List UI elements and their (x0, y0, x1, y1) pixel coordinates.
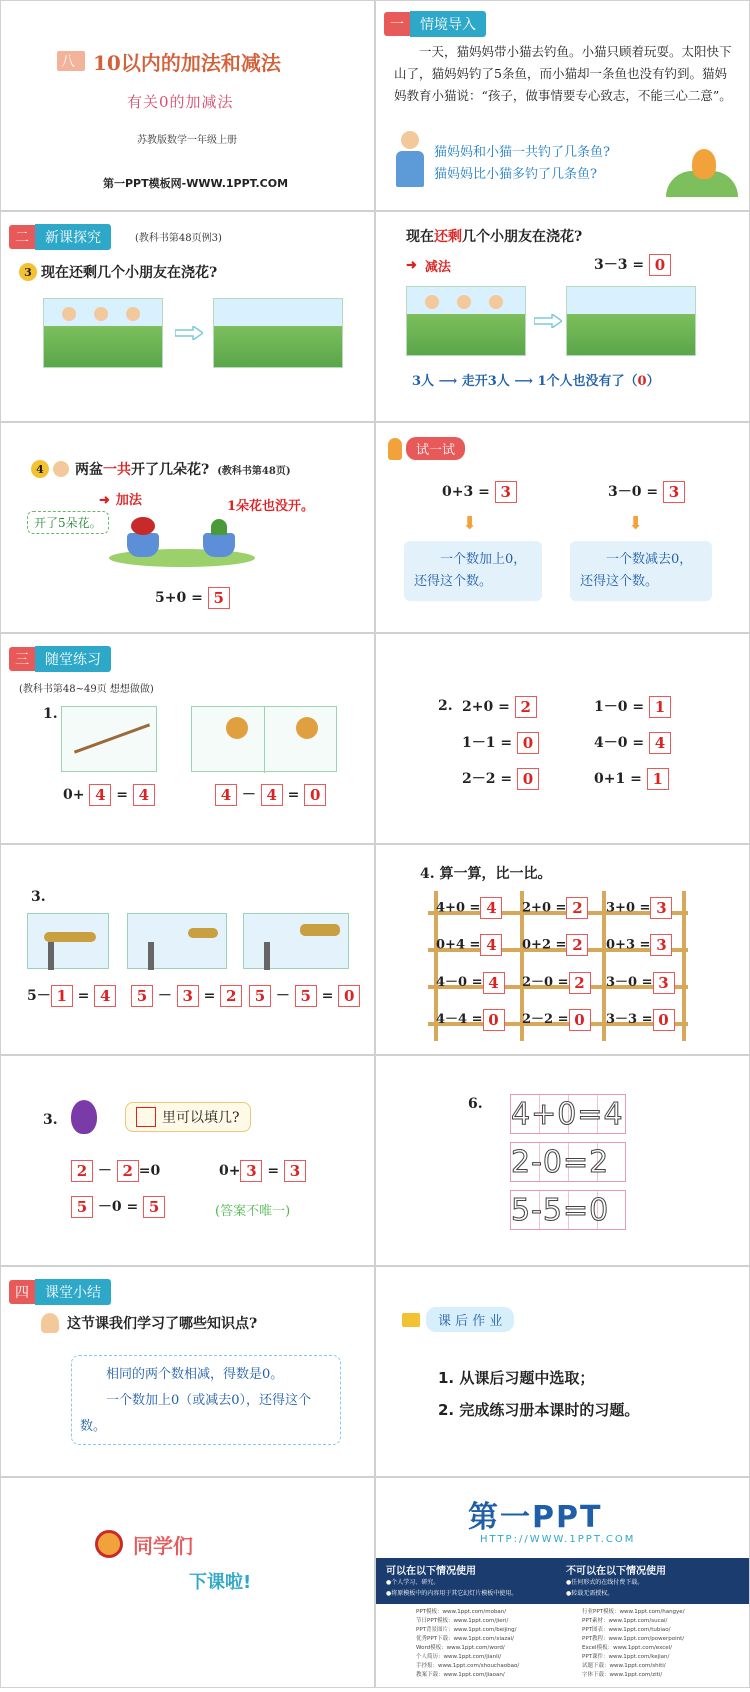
question-1: 猫妈妈和小猫一共钓了几条鱼? (434, 145, 610, 160)
section-label: 随堂练习 (35, 646, 111, 672)
link-item[interactable]: 字体下载：www.1ppt.com/ziti/ (582, 1672, 663, 1678)
deck-subtitle: 有关0的加减法 (127, 93, 234, 111)
grid-cell: 2－0 = 2 (522, 971, 591, 994)
summary-question: 这节课我们学习了哪些知识点? (41, 1313, 257, 1333)
cannot-use-item: ●转载无需授权。 (566, 1590, 614, 1597)
try-it-title: 试一试 (388, 437, 465, 460)
grid-cell: 4+0 = 4 (436, 897, 502, 919)
answer-box: 4 (483, 972, 505, 994)
question-suffix: 几个小朋友在浇花? (462, 229, 583, 245)
boy-icon (388, 438, 402, 460)
equation-b: 4 － 4 = 0 (215, 784, 326, 806)
answer-box: 4 (480, 934, 502, 956)
deck-footer: 第一PPT模板网-WWW.1PPT.COM (103, 177, 289, 190)
link-item[interactable]: 节日PPT模板：www.1ppt.com/jieri/ (416, 1618, 509, 1624)
question-number: 4 (31, 460, 49, 478)
links-right (582, 1608, 685, 1680)
slide-example-3 (0, 211, 375, 422)
cat-illustration (666, 141, 738, 197)
answer-box: 4 (133, 784, 155, 806)
answer-box: 5 (131, 985, 153, 1007)
answer-box: 3 (663, 481, 685, 503)
slide-homework (375, 1266, 750, 1477)
equation-r2-right: 4－0 = 4 (594, 732, 671, 754)
grid-cell: 0+2 = 2 (522, 934, 588, 956)
textbook-ref: (教科书第48页例3) (135, 233, 222, 244)
exercise-number: 6. (468, 1096, 483, 1112)
answer-box: 3 (650, 934, 672, 956)
answer-box: 0 (483, 1009, 505, 1031)
section-tag (9, 1279, 111, 1305)
equation: 3－3 = 0 (594, 254, 671, 276)
answer-box: 0 (517, 732, 539, 754)
rule-note-add: 一个数加上0，还得这个数。 (404, 541, 542, 601)
equation-r1-left: 2+0 = 2 (462, 696, 537, 718)
title-number-icon: 八 (61, 54, 75, 70)
link-item[interactable]: 手抄报：www.1ppt.com/shouchaobao/ (416, 1663, 520, 1669)
textbook-ref: (教科书第48页) (217, 465, 291, 477)
answer-box: 2 (515, 696, 537, 718)
slide-practice-2 (375, 633, 750, 844)
link-item[interactable]: PPT教程：www.1ppt.com/powerpoint/ (582, 1636, 685, 1642)
equation-2: 3－0 = 3 (608, 481, 685, 503)
summary-box: 相同的两个数相减，得数是0。 一个数加上0（或减去0），还得这个数。 (71, 1355, 341, 1445)
equation-1: 2 － 2 =0 (71, 1160, 160, 1182)
question-prefix: 现在 (406, 229, 434, 245)
greeting-line-1: 同学们 (133, 1534, 193, 1558)
grid-cell: 3－3 = 0 (606, 1008, 675, 1031)
link-item[interactable]: 个人简历：www.1ppt.com/jianli/ (416, 1654, 502, 1660)
answer-box: 1 (51, 985, 73, 1007)
section-label: 课堂小结 (35, 1279, 111, 1305)
answer-box: 5 (249, 985, 271, 1007)
answer-box: 3 (284, 1160, 306, 1182)
answer-box: 0 (569, 1009, 591, 1031)
slide-title (0, 0, 375, 211)
empty-garden-picture (566, 286, 696, 356)
story-text: 一天，猫妈妈带小猫去钓鱼。小猫只顾着玩耍。太阳快下山了，猫妈妈钓了5条鱼，而小猫却一条鱼也没有钓到。猫妈妈教育小猫说：“孩子，做事情要专心致志，不能三心二意”。 (394, 44, 732, 103)
question-number: 3 (19, 263, 37, 281)
can-use-item: ●将原模板中的内容用于其它幻灯片模板中使用。 (386, 1590, 518, 1597)
arrow-right-icon (175, 326, 203, 340)
grid-cell: 0+4 = 4 (436, 934, 502, 956)
exercise-title: 4. 算一算，比一比。 (420, 866, 552, 882)
red-arrow-icon: ➜ (406, 258, 417, 273)
textbook-ref: (教科书第48~49页 想想做做) (19, 684, 154, 695)
answer-box: 4 (89, 784, 111, 806)
answer-box: 2 (566, 934, 588, 956)
section-number: 一 (384, 12, 410, 36)
answer-box: 0 (517, 768, 539, 790)
brand-url: HTTP://WWW.1PPT.COM (480, 1534, 636, 1545)
answer-box: 0 (304, 784, 326, 806)
answer-box: 4 (261, 784, 283, 806)
exercise-number: 3. (43, 1112, 58, 1128)
question-text: 现在还剩几个小朋友在浇花? (41, 265, 218, 281)
section-tag (384, 11, 486, 37)
grid-cell: 3－0 = 3 (606, 971, 675, 994)
kids-watering-picture (43, 298, 163, 368)
answer-box: 4 (215, 784, 237, 806)
writing-row-2: 2-0=2 (510, 1142, 626, 1182)
slide-fill-blanks (0, 1055, 375, 1266)
equation-1: 5－ 1 = 4 (27, 985, 116, 1007)
equation: 5+0 = 5 (155, 587, 230, 609)
slide-compare-grid (375, 844, 750, 1055)
section-tag (9, 224, 111, 250)
link-item[interactable]: PPT图表：www.1ppt.com/tubiao/ (582, 1627, 671, 1633)
can-use-item: ●个人学习、研究。 (386, 1579, 440, 1586)
homework-item-2: 2. 完成练习册本课时的习题。 (438, 1401, 640, 1419)
monkey-peaches-picture (191, 706, 337, 772)
links-left (416, 1608, 519, 1680)
book-icon (402, 1313, 420, 1327)
equation-2: 5 － 3 = 2 (131, 985, 242, 1007)
can-use-title: 可以在以下情况使用 (386, 1566, 476, 1577)
answer-box: 3 (653, 972, 675, 994)
answer-box: 5 (295, 985, 317, 1007)
answer-box: 3 (177, 985, 199, 1007)
writing-row-1: 4+0=4 (510, 1094, 626, 1134)
slide-summary (0, 1266, 375, 1477)
link-item[interactable]: 教案下载：www.1ppt.com/jiaoan/ (416, 1672, 505, 1678)
answer-box: 1 (647, 768, 669, 790)
equation-r3-left: 2－2 = 0 (462, 768, 539, 790)
left-pot-label: 开了5朵花。 (27, 511, 109, 534)
operation-label: ➜ 加法 (99, 493, 142, 508)
alarm-clock-icon (95, 1530, 123, 1558)
answer-box: 2 (71, 1160, 93, 1182)
question-highlight: 还剩 (434, 229, 462, 245)
slide-handwriting (375, 1055, 750, 1266)
slide-practice-3-birds (0, 844, 375, 1055)
red-arrow-icon: ➜ (99, 493, 110, 508)
link-item[interactable]: PPT模板：www.1ppt.com/moban/ (416, 1609, 507, 1615)
grid-cell: 3+0 = 3 (606, 897, 672, 919)
grid-cell: 2－2 = 0 (522, 1008, 591, 1031)
answer-box: 0 (649, 254, 671, 276)
equation-3: 5 － 5 = 0 (249, 985, 360, 1007)
teacher-figure (394, 131, 426, 189)
section-tag (9, 646, 111, 672)
question-line (406, 226, 582, 246)
section-label: 新课探究 (35, 224, 111, 250)
slide-practice-1 (0, 633, 375, 844)
answer-box: 2 (566, 897, 588, 919)
answer-box: 0 (653, 1009, 675, 1031)
blank-square-icon (136, 1107, 156, 1127)
greeting-line-2: 下课啦! (189, 1572, 252, 1593)
birds-picture-2 (127, 913, 227, 969)
slide-add-zero (0, 422, 375, 633)
answer-box: 5 (143, 1196, 165, 1218)
branch-fruit-picture (61, 706, 157, 772)
grid-cell: 0+3 = 3 (606, 934, 672, 956)
answer-box: 2 (220, 985, 242, 1007)
operation-label: ➜ 减法 (406, 258, 451, 275)
section-label: 情境导入 (410, 11, 486, 37)
down-arrow-icon: ⬇ (628, 513, 644, 534)
homework-title: 课 后 作 业 (402, 1307, 514, 1332)
answer-box: 4 (480, 897, 502, 919)
license-bar (376, 1558, 750, 1604)
question-bubble: 里可以填几? (125, 1102, 251, 1132)
link-item[interactable]: Excel模板：www.1ppt.com/excel/ (582, 1645, 673, 1651)
grid-cell: 2+0 = 2 (522, 897, 588, 919)
flow-line: 3人 ⟶ 走开3人 ⟶ 1个人也没有了（0） (412, 374, 660, 389)
answer-box: 4 (649, 732, 671, 754)
slide-intro (375, 0, 750, 211)
answer-note: (答案不唯一) (215, 1204, 291, 1219)
deck-edition: 苏教版数学一年级上册 (137, 135, 237, 146)
slide-try-it (375, 422, 750, 633)
grid-cell: 4－0 = 4 (436, 971, 505, 994)
grid-cell: 4－4 = 0 (436, 1008, 505, 1031)
equation-r3-right: 0+1 = 1 (594, 768, 669, 790)
flower-pots-picture (109, 509, 255, 569)
answer-box: 5 (208, 587, 230, 609)
link-item[interactable]: PPT背景图片：www.1ppt.com/beijing/ (416, 1627, 517, 1633)
empty-garden-picture (213, 298, 343, 368)
equation-a: 0+ 4 = 4 (63, 784, 155, 806)
question-line: 4 两盆 一共 开了几朵花? (教科书第48页) (31, 459, 291, 479)
writing-row-3: 5-5=0 (510, 1190, 626, 1230)
cannot-use-title: 不可以在以下情况使用 (566, 1566, 666, 1577)
link-item[interactable]: PPT课件：www.1ppt.com/kejian/ (582, 1654, 670, 1660)
exercise-number: 1. (43, 706, 58, 722)
slide-class-over (0, 1477, 375, 1688)
birds-picture-3 (243, 913, 349, 969)
right-pot-label: 1朵花也没开。 (227, 499, 315, 514)
deck-title: 10以内的加法和减法 (93, 51, 281, 75)
answer-box: 2 (117, 1160, 139, 1182)
link-item[interactable]: Word模板：www.1ppt.com/word/ (416, 1645, 505, 1651)
question-2: 猫妈妈比小猫多钓了几条鱼? (434, 167, 597, 182)
cannot-use-item: ●任何形式的在线付费下载。 (566, 1579, 644, 1586)
equation-r1-right: 1－0 = 1 (594, 696, 671, 718)
link-item[interactable]: 优秀PPT下载：www.1ppt.com/xiazai/ (416, 1636, 515, 1642)
girl-icon (53, 461, 69, 477)
eggplant-icon (71, 1100, 97, 1134)
question-line (19, 262, 217, 282)
exercise-number: 2. (438, 698, 453, 714)
exercise-number: 3. (31, 889, 46, 905)
homework-item-1: 1. 从课后习题中选取； (438, 1369, 595, 1387)
answer-box: 5 (71, 1196, 93, 1218)
answer-box: 1 (649, 696, 671, 718)
equation-1: 0+3 = 3 (442, 481, 517, 503)
girl-icon (41, 1313, 59, 1333)
answer-box: 4 (94, 985, 116, 1007)
section-number: 三 (9, 647, 35, 671)
link-item[interactable]: PPT素材：www.1ppt.com/sucai/ (582, 1618, 668, 1624)
equation-r2-left: 1－1 = 0 (462, 732, 539, 754)
slide-brand (375, 1477, 750, 1688)
birds-picture-1 (27, 913, 109, 969)
rule-note-subtract: 一个数减去0，还得这个数。 (570, 541, 712, 601)
equation-2: 0+ 3 = 3 (219, 1160, 306, 1182)
down-arrow-icon: ⬇ (462, 513, 478, 534)
brand-logo: 第一PPT (468, 1500, 603, 1535)
kids-watering-picture (406, 286, 526, 356)
answer-box: 0 (338, 985, 360, 1007)
answer-box: 3 (495, 481, 517, 503)
answer-box: 3 (650, 897, 672, 919)
answer-box: 2 (569, 972, 591, 994)
slide-subtract-zero (375, 211, 750, 422)
section-number: 四 (9, 1280, 35, 1304)
equation-3: 5 －0 = 5 (71, 1196, 165, 1218)
answer-box: 3 (240, 1160, 262, 1182)
link-item[interactable]: 行业PPT模板：www.1ppt.com/hangye/ (582, 1609, 685, 1615)
arrow-right-icon (534, 314, 562, 328)
link-item[interactable]: 试题下载：www.1ppt.com/shiti/ (582, 1663, 666, 1669)
section-number: 二 (9, 225, 35, 249)
